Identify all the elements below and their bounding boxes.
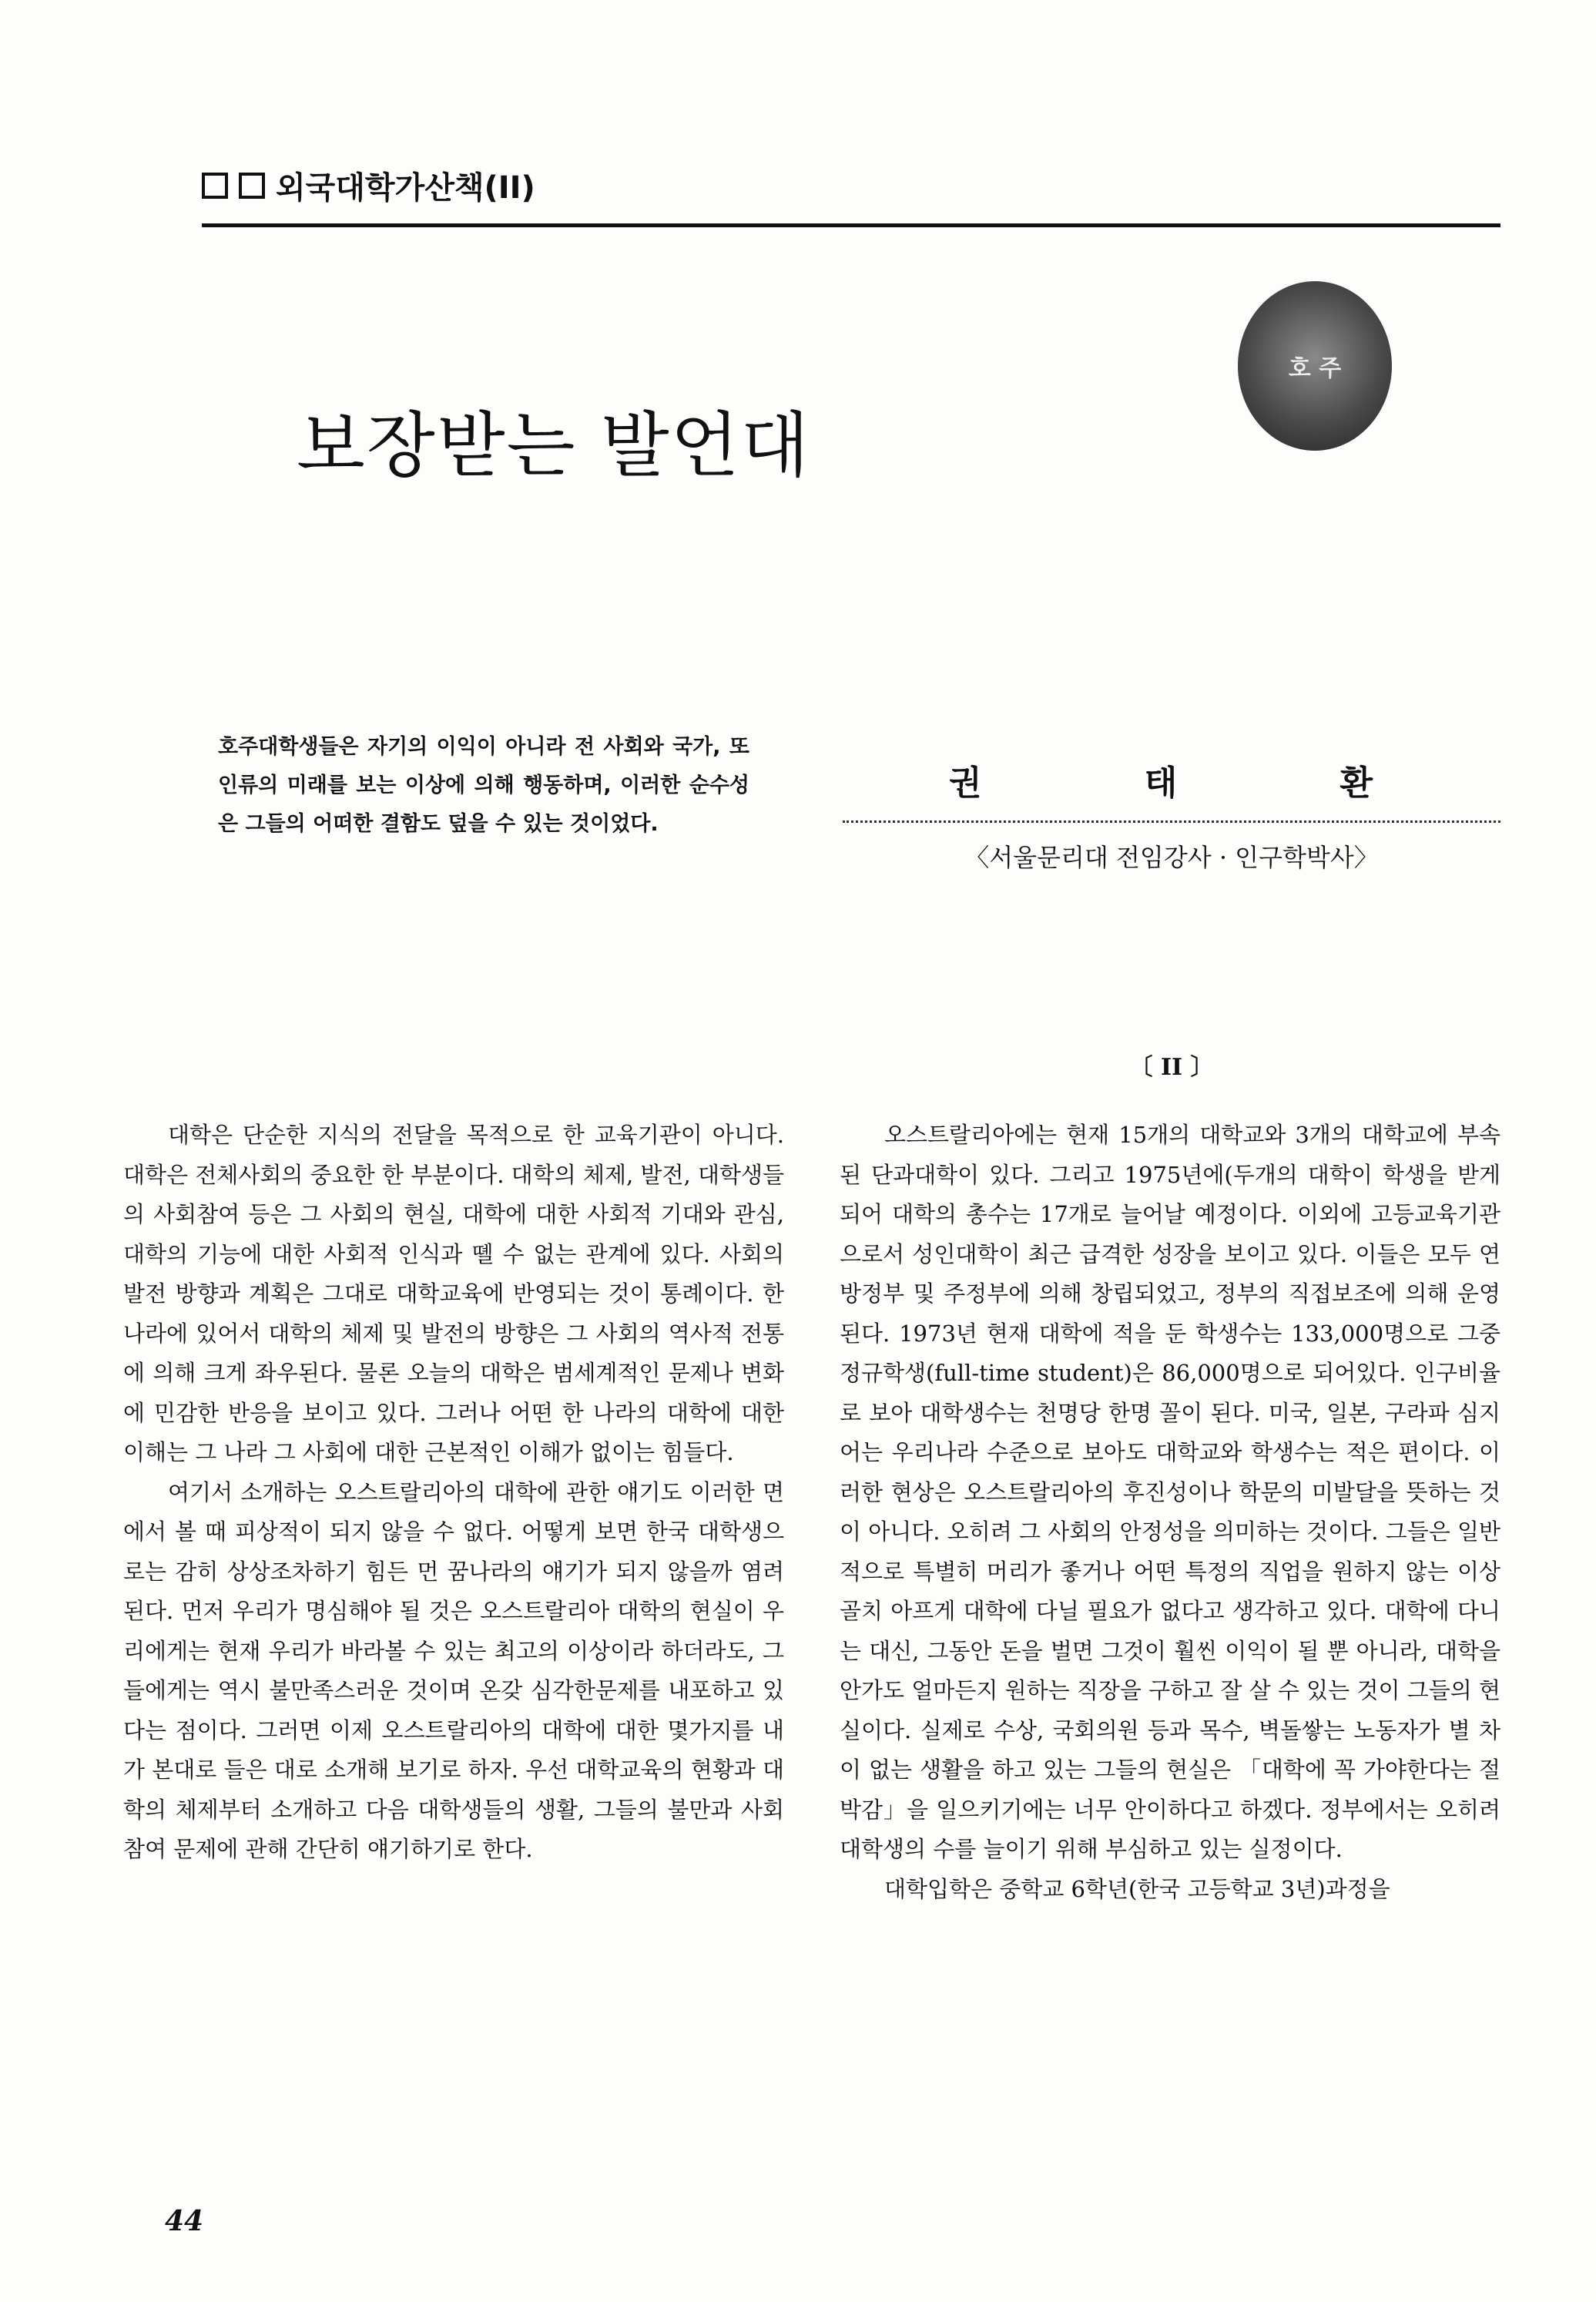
author-char: 권 <box>949 763 982 803</box>
body-paragraph: 대학입학은 중학교 6학년(한국 고등학교 3년)과정을 <box>884 1875 1390 1902</box>
body-paragraph: 여기서 소개하는 오스트랄리아의 대학에 관한 얘기도 이러한 면에서 볼 때 피상적이 되지 않을 수 없다. 어떻게 보면 한국 대학생으로는 감히 상상조차하기 힘든 먼 꿈나라의 얘기가 되지 않을까 염려된다. 먼저 우리가 명심해야 될 것은 오스트랄리아 대학의 현실이 우리에게는 현재 우리가 바라볼 수 있는 최고의 이상이라 하더라도, 그들에게는 역시 불만족스러운 것이며 온갖 심각한문제를 내포하고 있다는 점이다. 그러면 이제 오스트랄리아의 대학에 대한 몇가지를 내가 본대로 들은 대로 소개해 보기로 하자. 우선 대학교육의 현황과 대학의 체제부터 소개하고 다음 대학생들의 생활, 그들의 불만과 사회참여 문제에 관해 간단히 얘기하기로 한다. <box>123 1478 784 1862</box>
series-header <box>202 163 535 207</box>
article-title: 보장받는 발언대 <box>297 404 811 487</box>
badge-label: 호 주 <box>1288 355 1342 382</box>
body-column-left <box>123 1116 784 1870</box>
author-char: 태 <box>1144 763 1178 803</box>
lead-paragraph: 호주대학생들은 자기의 이익이 아니라 전 사회와 국가, 또 인류의 미래를 보는 이상에 의해 행동하며, 이러한 순수성은 그들의 어떠한 결함도 덮을 수 있는 것이었다. <box>218 735 749 836</box>
section-label: 〔 II 〕 <box>1129 1054 1214 1081</box>
series-title: 외국대학가산책(II) <box>276 170 535 206</box>
author-char: 환 <box>1340 763 1373 803</box>
country-badge-image <box>1238 281 1392 451</box>
body-paragraph: 오스트랄리아에는 현재 15개의 대학교와 3개의 대학교에 부속된 단과대학이 있다. 그리고 1975년에(두개의 대학이 학생을 받게되어 대학의 총수는 17개로 늘어날 예정이다. 이외에 고등교육기관으로서 성인대학이 최근 급격한 성장을 보이고 있다. 이들은 모두 연방정부 및 주정부에 의해 창립되었고, 정부의 직접보조에 의해 운영된다. 1973년 현재 대학에 적을 둔 학생수는 133,000명으로 그중 정규학생(full-time student)은 86,000명으로 되어있다. 인구비율로 보아 대학생수는 천명당 한명 꼴이 된다. 미국, 일본, 구라파 심지어는 우리나라 수준으로 보아도 대학교와 학생수는 적은 편이다. 이러한 현상은 오스트랄리아의 후진성이나 학문의 미발달을 뜻하는 것이 아니다. 오히려 그 사회의 안정성을 의미하는 것이다. 그들은 일반적으로 특별히 머리가 좋거나 어떤 특정의 직업을 원하지 않는 이상 골치 아프게 대학에 다닐 필요가 없다고 생각하고 있다. 대학에 다니는 대신, 그동안 돈을 벌면 그것이 훨씬 이익이 될 뿐 아니라, 대학을 안가도 얼마든지 원하는 직장을 구하고 잘 살 수 있는 것이 그들의 현실이다. 실제로 수상, 국회의원 등과 목수, 벽돌쌓는 노동자가 별 차이 없는 생활을 하고 있는 그들의 현실은 「대학에 꼭 가야한다는 절박감」을 일으키기에는 너무 안이하다고 하겠다. 정부에서는 오히려 대학생의 수를 늘이기 위해 부심하고 있는 실정이다. <box>840 1122 1500 1862</box>
body-paragraph: 대학은 단순한 지식의 전달을 목적으로 한 교육기관이 아니다. 대학은 전체사회의 중요한 한 부분이다. 대학의 체제, 발전, 대학생들의 사회참여 등은 그 사회의 현실, 대학에 대한 사회적 기대와 관심, 대학의 기능에 대한 사회적 인식과 뗼 수 없는 관계에 있다. 사회의 발전 방향과 계획은 그대로 대학교육에 반영되는 것이 통례이다. 한 나라에 있어서 대학의 체제 및 발전의 방향은 그 사회의 역사적 전통에 의해 크게 좌우된다. 물론 오늘의 대학은 범세계적인 문제나 변화에 민감한 반응을 보이고 있다. 그러나 어떤 한 나라의 대학에 대한 이해는 그 나라 그 사회에 대한 근본적인 이해가 없이는 힘들다. <box>123 1122 784 1465</box>
body-column-right <box>840 1116 1500 1909</box>
author-name <box>949 755 1373 804</box>
square-icon <box>239 173 265 199</box>
author-affiliation: 〈서울문리대 전임강사 · 인구학박사〉 <box>964 843 1379 872</box>
header-rule <box>202 223 1500 227</box>
square-icon <box>202 173 228 199</box>
page-number: 44 <box>165 2205 204 2237</box>
author-divider <box>843 820 1500 823</box>
